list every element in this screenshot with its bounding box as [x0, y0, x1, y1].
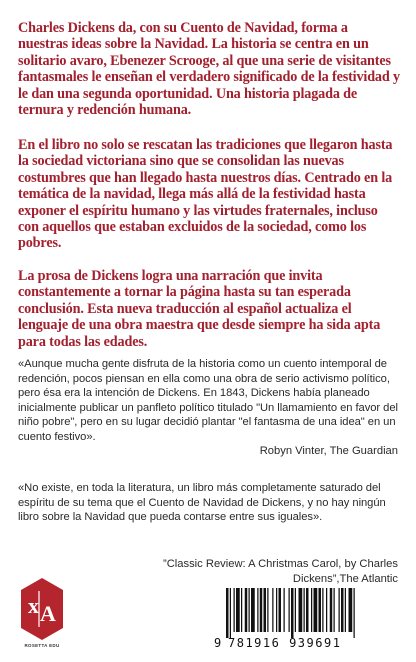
isbn-barcode [214, 588, 396, 652]
publisher-name: ROSETTA EDU [24, 643, 60, 648]
svg-text:A: A [40, 601, 56, 626]
blurb-paragraph-3: La prosa de Dickens logra una narración que invita constantemente a tornar la página hasta su tan esperada conclusión. Esta nueva traducción al español actualiza el lenguaje de una obra maestra que desde siempre ha sida apta para todas las edades. [18, 268, 381, 350]
isbn-first-digit: 9 [214, 636, 222, 650]
blurb-paragraph-2: En el libro no solo se rescatan las tradiciones que llegaron hasta la sociedad victoriana sino que se consolidan las nuevas costumbres que han llegado hasta nuestros días. Centrado en la temática de la navidad, llega más allá de la festividad hasta exponer el espíritu humano y las virtudes fraternales, incluso con aquellos que estaban excluidos de la sociedad, como los pobres. [18, 137, 393, 252]
review-attribution-2: ”Classic Review: A Christmas Carol, by Charles Dickens”,The Atlantic [162, 558, 398, 585]
blurb-paragraph-1: Charles Dickens da, con su Cuento de Navidad, forma a nuestras ideas sobre la Navidad. La historia se centra en un solitario avaro, Ebenezer Scrooge, al que una serie de visitantes fantasmales le enseñan el verdadero significado de la festividad y le dan una segunda oportunidad. Una historia plagada de ternura y redención humana. [18, 20, 400, 119]
isbn-digits: 781916 939691 [228, 636, 342, 650]
publisher-logo-icon [19, 577, 65, 641]
review-attribution-1: Robyn Vinter, The Guardian [259, 445, 398, 457]
review-quote-1: «Aunque mucha gente disfruta de la historia como un cuento intemporal de redención, pocos piensan en ella como una obra de serio activismo político, pero ésa era la intención de Dickens. En 1843, Dickens había planeado inicialmente publicar un panfleto político titulado "Un llamamiento en favor del niño pobre", pero en su lugar decidió plantar "el fantasma de una idea" en un cuento festivo». [18, 358, 398, 443]
svg-text:x: x [28, 593, 39, 618]
publisher-logo [19, 577, 65, 649]
review-quote-2: «No existe, en toda la literatura, un libro más completamente saturado del espíritu de su tema que el Cuento de Navidad de Dickens, y no hay ningún libro sobre la Navidad que pueda contarse entre sus iguales». [18, 482, 386, 524]
barcode-icon [214, 588, 396, 638]
